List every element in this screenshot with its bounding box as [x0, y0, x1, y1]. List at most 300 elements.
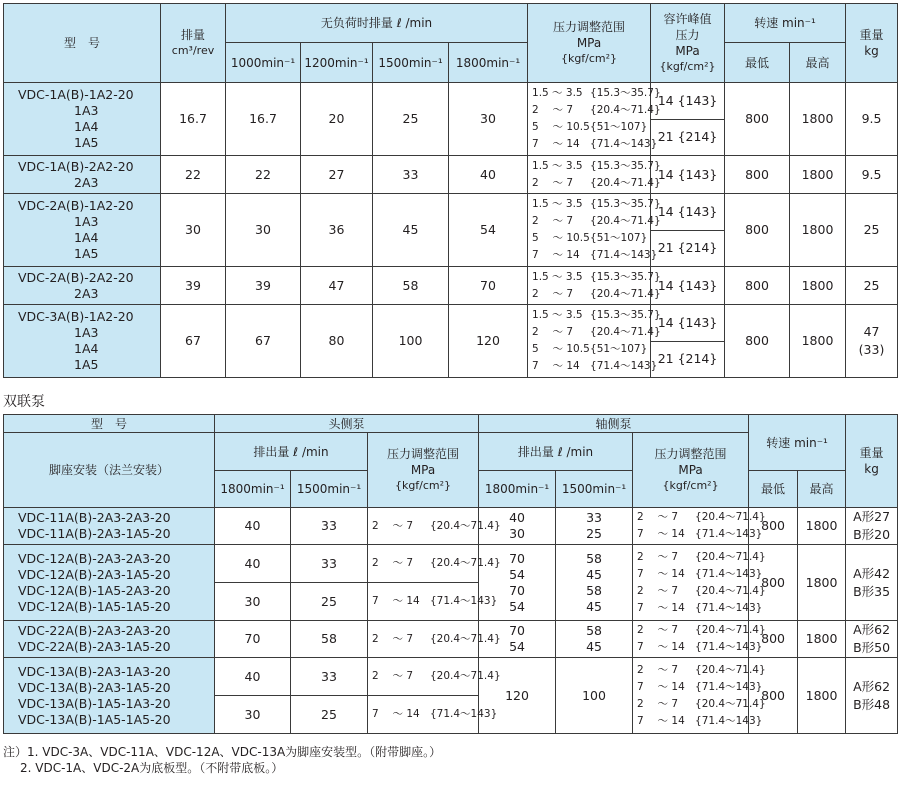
- weight-cell: [846, 305, 898, 378]
- rpm-min-cell: 800: [725, 305, 790, 378]
- head-flow-1500-cell: 25: [291, 696, 368, 734]
- weight-value: B形35: [853, 583, 891, 599]
- header-rpm: 转速 min⁻¹: [725, 4, 846, 43]
- header-pressure-unit: MPa: [576, 36, 602, 50]
- dual-header-model: 型 号: [4, 415, 215, 433]
- shaft-flow-1500: 33: [586, 510, 602, 525]
- pressure-line: [637, 662, 766, 679]
- table-row: [4, 267, 898, 305]
- pressure-kgf: {20.4～71.4}: [430, 557, 501, 569]
- dual-pump-title: 双联泵: [3, 394, 45, 410]
- pressure-line: [532, 196, 661, 213]
- flow-cell: 22: [226, 156, 301, 194]
- shaft-flow-1500: 45: [586, 566, 602, 582]
- shaft-flow-1800: 40: [509, 510, 525, 525]
- weight-cell: [846, 83, 898, 156]
- weight-value: 25: [863, 277, 880, 293]
- pressure-line: [637, 549, 766, 566]
- flow-cell: 27: [301, 156, 373, 194]
- pressure-kgf: {71.4～143}: [590, 138, 658, 150]
- header-speed-1800: 1800min⁻¹: [449, 43, 528, 83]
- pressure-line: [372, 593, 498, 610]
- header-peak-label: 容许峰值: [663, 12, 712, 26]
- dual-header-head-pressure-label: 压力调整范围: [387, 447, 460, 461]
- flow-cell: 20: [301, 83, 373, 156]
- pressure-line: [532, 175, 661, 192]
- shaft-flow-1800: 120: [505, 687, 529, 703]
- pressure-mpa: 2 ～ 7: [637, 584, 679, 597]
- pressure-kgf: {71.4～143}: [430, 708, 498, 720]
- header-pressure-range-label: 压力调整范围: [553, 20, 626, 34]
- displacement-cell: 67: [161, 305, 226, 378]
- pressure-mpa: 2 ～ 7: [372, 519, 414, 532]
- dual-header-weight-unit: kg: [864, 462, 879, 476]
- pressure-kgf: {71.4～143}: [695, 641, 763, 653]
- pressure-mpa: 7 ～ 14: [372, 708, 420, 720]
- model-cell: [4, 305, 161, 378]
- peak-pressure-cell: 14 {143}: [651, 267, 725, 305]
- pressure-kgf: {20.4～71.4}: [695, 511, 766, 523]
- dual-header-head-pressure-unit: MPa: [410, 463, 436, 477]
- shaft-pressure-cell: [633, 658, 766, 734]
- header-peak-unit-kgf: {kgf/cm²}: [659, 60, 716, 73]
- pressure-mpa: 5 ～ 10.5: [532, 121, 590, 133]
- note-1: 注）1. VDC-3A、VDC-11A、VDC-12A、VDC-13A为脚座安装型。（附带脚座。）: [3, 745, 442, 759]
- pressure-kgf: {20.4～71.4}: [590, 176, 661, 189]
- head-flow-1800-cell: 70: [215, 621, 291, 658]
- model-number: VDC-22A(B)-2A3-1A5-20: [18, 639, 171, 654]
- weight-value: 47: [863, 324, 880, 339]
- model-number: VDC-12A(B)-2A3-2A3-20: [18, 550, 171, 566]
- head-pressure-cell: [368, 621, 501, 658]
- header-speed-1500: 1500min⁻¹: [373, 43, 449, 83]
- table-row: [4, 658, 898, 696]
- header-weight: [846, 4, 898, 83]
- model-number: VDC-11A(B)-2A3-1A5-20: [18, 526, 171, 541]
- weight-value: B形20: [853, 527, 891, 542]
- pressure-mpa: 2 ～ 7: [372, 670, 414, 682]
- model-number: 1A5: [74, 135, 99, 150]
- weight-value: A形62: [853, 678, 891, 694]
- weight-cell: [846, 658, 898, 734]
- flow-cell: 16.7: [226, 83, 301, 156]
- rpm-min-cell: 800: [749, 545, 798, 621]
- model-number: VDC-1A(B)-1A2-20: [18, 87, 134, 102]
- dual-header-head-1500: 1500min⁻¹: [291, 471, 368, 508]
- dual-pump-table: [3, 414, 898, 734]
- model-number: 1A5: [74, 246, 99, 261]
- pressure-mpa: 1.5 ～ 3.5: [532, 270, 583, 283]
- pressure-line: [637, 639, 763, 656]
- peak-pressure-cell: 14 {143}: [651, 305, 725, 342]
- weight-value: A形27: [853, 509, 891, 524]
- dual-header-rpm-min: 最低: [749, 471, 798, 508]
- pressure-mpa: 7 ～ 14: [532, 138, 580, 150]
- pressure-range-cell: [528, 156, 661, 194]
- header-peak-unit: MPa: [675, 44, 700, 58]
- table-row: [4, 156, 898, 194]
- pressure-kgf: {20.4～71.4}: [430, 670, 501, 682]
- weight-cell: [846, 267, 898, 305]
- rpm-max-cell: 1800: [790, 83, 846, 156]
- notes: [3, 744, 441, 776]
- pressure-line: [637, 526, 763, 543]
- head-pressure-cell: [368, 583, 498, 621]
- pressure-kgf: {71.4～143}: [695, 601, 763, 614]
- shaft-pressure-cell: [633, 621, 766, 658]
- pressure-mpa: 2 ～ 7: [532, 215, 574, 227]
- dual-header-head-pump: 头侧泵: [215, 415, 479, 433]
- shaft-flow-1500: 45: [586, 598, 602, 614]
- table-row: [4, 83, 898, 120]
- dual-header-head-flow: 排出量 ℓ /min: [215, 433, 368, 471]
- pressure-line: [372, 555, 501, 572]
- header-rpm-max: 最高: [790, 43, 846, 83]
- shaft-flow-1500: 58: [586, 550, 602, 566]
- head-pressure-cell: [368, 545, 501, 583]
- pressure-range-cell: [528, 194, 661, 267]
- shaft-flow-1800-cell: [479, 658, 556, 734]
- dual-header-shaft-pressure-unit: MPa: [678, 463, 703, 477]
- table-row: [4, 305, 898, 342]
- head-pressure-cell: [368, 508, 501, 545]
- head-flow-1500-cell: 33: [291, 508, 368, 545]
- header-rpm-min: 最低: [725, 43, 790, 83]
- header-speed-1000: 1000min⁻¹: [226, 43, 301, 83]
- pressure-line: [372, 518, 501, 535]
- dual-header-shaft-1800: 1800min⁻¹: [479, 471, 556, 508]
- pressure-mpa: 7 ～ 14: [532, 249, 580, 261]
- pressure-line: [372, 668, 501, 685]
- weight-cell: [846, 621, 898, 658]
- flow-cell: 80: [301, 305, 373, 378]
- model-number: 1A3: [74, 214, 99, 229]
- header-speed-1200: 1200min⁻¹: [301, 43, 373, 83]
- pressure-mpa: 2 ～ 7: [532, 104, 574, 116]
- dual-header-mount: 脚座安装（法兰安装）: [4, 433, 215, 508]
- model-number: 1A4: [74, 230, 99, 245]
- shaft-flow-1800: 70: [509, 582, 525, 598]
- pressure-line: [532, 85, 661, 102]
- head-flow-1500-cell: 33: [291, 545, 368, 583]
- header-pressure-unit-kgf: {kgf/cm²}: [560, 52, 618, 65]
- shaft-flow-1800: 54: [509, 566, 525, 582]
- shaft-flow-1800: 54: [509, 639, 525, 654]
- pressure-kgf: {71.4～143}: [590, 249, 658, 261]
- rpm-min-cell: 800: [725, 83, 790, 156]
- header-weight-unit: kg: [864, 44, 879, 58]
- flow-cell: 58: [373, 267, 449, 305]
- model-cell: [4, 508, 215, 545]
- pressure-kgf: {71.4～143}: [590, 360, 658, 372]
- dual-header-rpm-max: 最高: [798, 471, 846, 508]
- shaft-flow-1500: 58: [586, 582, 602, 598]
- pressure-line: [637, 622, 766, 639]
- table-row: [4, 545, 898, 583]
- pressure-line: [532, 324, 661, 341]
- weight-value: A形42: [853, 565, 891, 581]
- shaft-pressure-cell: [633, 545, 766, 621]
- pressure-kgf: {15.3～35.7}: [590, 270, 661, 283]
- pressure-line: [637, 600, 763, 617]
- pressure-mpa: 2 ～ 7: [532, 326, 574, 338]
- pressure-line: [637, 566, 763, 583]
- model-number: 1A4: [74, 341, 99, 356]
- header-unload-flow: 无负荷时排量 ℓ /min: [226, 4, 528, 43]
- pressure-kgf: {51～107}: [590, 232, 648, 244]
- rpm-min-cell: 800: [725, 156, 790, 194]
- rpm-min-cell: 800: [725, 267, 790, 305]
- model-number: VDC-11A(B)-2A3-2A3-20: [18, 510, 171, 525]
- pressure-kgf: {20.4～71.4}: [590, 104, 661, 116]
- dual-header-shaft-pressure-kgf: {kgf/cm²}: [662, 479, 719, 492]
- pressure-kgf: {20.4～71.4}: [695, 550, 766, 563]
- pressure-kgf: {15.3～35.7}: [590, 198, 661, 210]
- model-number: VDC-1A(B)-2A2-20: [18, 158, 134, 174]
- model-number: 2A3: [74, 174, 99, 190]
- pressure-kgf: {15.3～35.7}: [590, 159, 661, 172]
- shaft-flow-1500-cell: [556, 621, 633, 658]
- pressure-kgf: {71.4～143}: [695, 567, 763, 580]
- shaft-flow-1800-cell: [479, 545, 556, 621]
- rpm-min-cell: 800: [749, 658, 798, 734]
- shaft-flow-1500: 58: [586, 623, 602, 638]
- header-peak-pressure: [651, 4, 725, 83]
- pressure-mpa: 2 ～ 7: [637, 550, 679, 563]
- flow-cell: 47: [301, 267, 373, 305]
- table-row: [4, 621, 898, 658]
- header-weight-label: 重量: [859, 28, 884, 42]
- pressure-mpa: 7 ～ 14: [637, 567, 685, 580]
- peak-pressure-cell: 21 {214}: [651, 230, 725, 267]
- pressure-mpa: 7 ～ 14: [637, 641, 685, 653]
- model-cell: [4, 194, 161, 267]
- weight-value: A形62: [853, 622, 891, 637]
- rpm-max-cell: 1800: [790, 194, 846, 267]
- pressure-kgf: {20.4～71.4}: [430, 519, 501, 532]
- weight-cell: [846, 508, 898, 545]
- rpm-max-cell: 1800: [798, 545, 846, 621]
- table-row: [4, 508, 898, 545]
- model-number: VDC-3A(B)-1A2-20: [18, 309, 134, 324]
- pressure-mpa: 5 ～ 10.5: [532, 343, 590, 355]
- pressure-kgf: {20.4～71.4}: [430, 632, 501, 645]
- pressure-mpa: 2 ～ 7: [532, 287, 574, 300]
- pressure-kgf: {51～107}: [590, 121, 648, 133]
- pressure-mpa: 5 ～ 10.5: [532, 232, 590, 244]
- dual-header-weight-label: 重量: [859, 446, 884, 460]
- pressure-line: [532, 341, 650, 358]
- dual-header-shaft-pressure: [633, 433, 749, 508]
- pressure-line: [532, 230, 650, 247]
- pressure-line: [532, 119, 650, 136]
- pressure-line: [532, 136, 658, 153]
- displacement-cell: 22: [161, 156, 226, 194]
- pressure-range-cell: [528, 83, 661, 156]
- model-number: 1A3: [74, 103, 99, 118]
- head-pressure-cell: [368, 658, 501, 696]
- pressure-mpa: 2 ～ 7: [637, 663, 679, 676]
- flow-cell: 40: [449, 156, 528, 194]
- pressure-kgf: {20.4～71.4}: [695, 584, 766, 597]
- pressure-mpa: 2 ～ 7: [637, 511, 679, 523]
- pressure-mpa: 7 ～ 14: [637, 714, 685, 727]
- model-number: VDC-12A(B)-1A5-2A3-20: [18, 582, 171, 598]
- dual-header-shaft-pump: 轴侧泵: [479, 415, 749, 433]
- pressure-line: [532, 269, 661, 286]
- pressure-kgf: {20.4～71.4}: [695, 624, 766, 636]
- shaft-pressure-cell: [633, 508, 766, 545]
- model-number: VDC-13A(B)-1A5-1A5-20: [18, 711, 171, 727]
- model-number: VDC-12A(B)-2A3-1A5-20: [18, 566, 171, 582]
- weight-value: 25: [863, 222, 880, 237]
- pressure-mpa: 1.5 ～ 3.5: [532, 159, 583, 172]
- pressure-line: [372, 706, 498, 723]
- pressure-mpa: 1.5 ～ 3.5: [532, 309, 583, 321]
- flow-cell: 33: [373, 156, 449, 194]
- dual-header-head-pressure: [368, 433, 479, 508]
- pressure-line: [532, 158, 661, 175]
- pressure-line: [532, 247, 658, 264]
- displacement-cell: 16.7: [161, 83, 226, 156]
- peak-pressure-cell: 14 {143}: [651, 83, 725, 120]
- rpm-max-cell: 1800: [790, 156, 846, 194]
- rpm-min-cell: 800: [725, 194, 790, 267]
- pressure-line: [637, 713, 763, 730]
- flow-cell: 100: [373, 305, 449, 378]
- head-flow-1800-cell: 40: [215, 545, 291, 583]
- flow-cell: 36: [301, 194, 373, 267]
- peak-pressure-cell: 21 {214}: [651, 341, 725, 378]
- flow-cell: 25: [373, 83, 449, 156]
- head-pressure-cell: [368, 696, 498, 734]
- flow-cell: 45: [373, 194, 449, 267]
- peak-pressure-cell: 14 {143}: [651, 156, 725, 194]
- header-displacement-unit: cm³/rev: [171, 44, 215, 57]
- pressure-line: [532, 307, 661, 324]
- pressure-mpa: 2 ～ 7: [372, 557, 414, 569]
- shaft-flow-1500: 45: [586, 639, 602, 654]
- pressure-mpa: 7 ～ 14: [637, 680, 685, 693]
- shaft-flow-1800: 70: [509, 623, 525, 638]
- pressure-mpa: 2 ～ 7: [532, 176, 574, 189]
- peak-pressure-cell: 21 {214}: [651, 119, 725, 156]
- weight-cell: [846, 194, 898, 267]
- single-pump-table-body: [4, 83, 898, 378]
- weight-value: 9.5: [861, 111, 882, 126]
- flow-cell: 54: [449, 194, 528, 267]
- head-flow-1500-cell: 33: [291, 658, 368, 696]
- header-pressure-range: [528, 4, 651, 83]
- rpm-min-cell: 800: [749, 621, 798, 658]
- flow-cell: 30: [449, 83, 528, 156]
- pressure-line: [637, 696, 766, 713]
- dual-header-shaft-flow: 排出量 ℓ /min: [479, 433, 633, 471]
- pressure-kgf: {20.4～71.4}: [590, 287, 661, 300]
- head-flow-1500-cell: 25: [291, 583, 368, 621]
- rpm-min-cell: 800: [749, 508, 798, 545]
- dual-header-head-1800: 1800min⁻¹: [215, 471, 291, 508]
- pressure-line: [637, 583, 766, 600]
- pressure-kgf: {15.3～35.7}: [590, 309, 661, 321]
- weight-cell: [846, 545, 898, 621]
- pressure-range-cell: [528, 267, 661, 305]
- rpm-max-cell: 1800: [790, 305, 846, 378]
- pressure-kgf: {15.3～35.7}: [590, 87, 661, 99]
- shaft-flow-1800: 54: [509, 598, 525, 614]
- model-number: VDC-13A(B)-2A3-1A3-20: [18, 663, 171, 679]
- pressure-line: [532, 102, 661, 119]
- displacement-cell: 30: [161, 194, 226, 267]
- pressure-mpa: 7 ～ 14: [532, 360, 580, 372]
- model-number: VDC-2A(B)-2A2-20: [18, 269, 134, 285]
- flow-cell: 120: [449, 305, 528, 378]
- dual-pump-table-body: [4, 508, 898, 734]
- pressure-kgf: {71.4～143}: [695, 680, 763, 693]
- model-cell: [4, 545, 215, 621]
- rpm-max-cell: 1800: [798, 508, 846, 545]
- flow-cell: 30: [226, 194, 301, 267]
- head-flow-1800-cell: 30: [215, 696, 291, 734]
- pressure-mpa: 1.5 ～ 3.5: [532, 198, 583, 210]
- weight-value: 9.5: [861, 166, 882, 182]
- pressure-line: [532, 213, 661, 230]
- pressure-line: [637, 679, 763, 696]
- rpm-max-cell: 1800: [790, 267, 846, 305]
- pressure-range-cell: [528, 305, 661, 378]
- pressure-mpa: 2 ～ 7: [637, 697, 679, 710]
- weight-value: B形48: [853, 696, 891, 712]
- header-displacement: [161, 4, 226, 83]
- header-peak-label2: 压力: [675, 28, 700, 42]
- model-cell: [4, 267, 161, 305]
- note-2: 2. VDC-1A、VDC-2A为底板型。（不附带底板。）: [20, 761, 284, 775]
- pressure-mpa: 7 ～ 14: [637, 601, 685, 614]
- shaft-flow-1500-cell: [556, 545, 633, 621]
- weight-cell: [846, 156, 898, 194]
- shaft-flow-1500-cell: [556, 508, 633, 545]
- peak-pressure-cell: 14 {143}: [651, 194, 725, 231]
- model-number: 1A4: [74, 119, 99, 134]
- pressure-kgf: {71.4～143}: [695, 714, 763, 727]
- pressure-mpa: 1.5 ～ 3.5: [532, 87, 583, 99]
- shaft-flow-1800: 70: [509, 550, 525, 566]
- pressure-line: [532, 358, 658, 375]
- model-number: VDC-22A(B)-2A3-2A3-20: [18, 623, 171, 638]
- flow-cell: 67: [226, 305, 301, 378]
- dual-header-head-pressure-kgf: {kgf/cm²}: [394, 479, 452, 492]
- pressure-line: [372, 631, 501, 648]
- flow-cell: 70: [449, 267, 528, 305]
- head-flow-1500-cell: 58: [291, 621, 368, 658]
- head-flow-1800-cell: 30: [215, 583, 291, 621]
- shaft-flow-1800: 30: [509, 526, 525, 541]
- pressure-line: [637, 509, 766, 526]
- header-displacement-label: 排量: [180, 28, 205, 42]
- table-row: [4, 194, 898, 231]
- pressure-kgf: {20.4～71.4}: [590, 215, 661, 227]
- pressure-kgf: {20.4～71.4}: [590, 326, 661, 338]
- head-flow-1800-cell: 40: [215, 508, 291, 545]
- rpm-max-cell: 1800: [798, 621, 846, 658]
- pressure-mpa: 2 ～ 7: [637, 624, 679, 636]
- pressure-mpa: 2 ～ 7: [372, 632, 414, 645]
- pressure-line: [532, 286, 661, 303]
- model-number: 1A5: [74, 357, 99, 372]
- pressure-mpa: 7 ～ 14: [372, 595, 420, 607]
- model-number: VDC-2A(B)-1A2-20: [18, 198, 134, 213]
- weight-value: B形50: [853, 640, 891, 655]
